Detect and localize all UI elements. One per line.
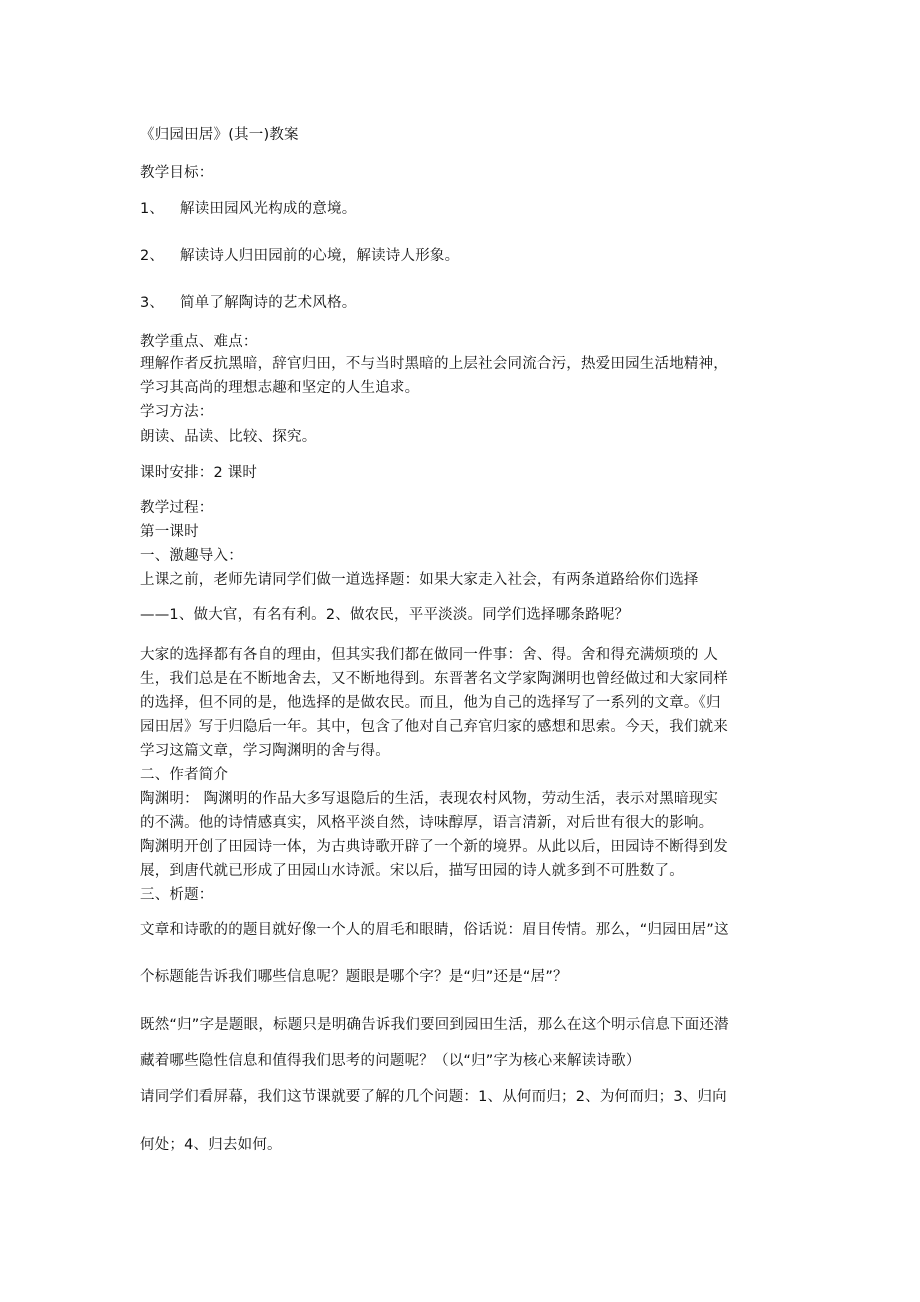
- process-heading: 教学过程：: [140, 500, 214, 516]
- document-title: 《归园田居》(其一)教案: [140, 127, 299, 143]
- key-points-line: 学习其高尚的理想志趣和坚定的人生追求。: [140, 380, 420, 396]
- author-line: 的不满。他的诗情感真实，风格平淡自然，诗味醇厚，语言清新，对后世有很大的影响。: [140, 815, 714, 831]
- objective-text: 解读田园风光构成的意境。: [180, 201, 357, 217]
- analysis-heading: 三、析题：: [140, 887, 214, 903]
- objective-item: [140, 292, 356, 314]
- methods-text: 朗读、品读、比较、探究。: [140, 429, 317, 445]
- analysis-line: 请同学们看屏幕，我们这节课就要了解的几个问题：1、从何而归；2、为何而归；3、归向: [140, 1089, 727, 1105]
- objective-text: 简单了解陶诗的艺术风格。: [180, 295, 357, 311]
- analysis-line: 个标题能告诉我们哪些信息呢？题眼是哪个字？是“归”还是“居”？: [140, 969, 568, 985]
- key-points-heading: 教学重点、难点：: [140, 334, 258, 350]
- analysis-line: 文章和诗歌的的题目就好像一个人的眉毛和眼睛，俗话说：眉目传情。那么，“归园田居”这: [140, 922, 729, 938]
- lesson-one-heading: 第一课时: [140, 524, 199, 540]
- author-heading: 二、作者简介: [140, 767, 229, 783]
- objective-number: 1、: [140, 201, 165, 217]
- intro-paragraph-line: 园田居》写于归隐后一年。其中，包含了他对自己弃官归家的感想和思索。今天，我们就来: [140, 719, 728, 735]
- schedule-text: 课时安排：2 课时: [140, 465, 258, 481]
- objective-number: 2、: [140, 248, 165, 264]
- methods-heading: 学习方法：: [140, 404, 214, 420]
- analysis-line: 既然“归”字是题眼，标题只是明确告诉我们要回到园田生活，那么在这个明示信息下面还潜: [140, 1017, 729, 1033]
- author-line: 展，到唐代就已形成了田园山水诗派。宋以后，描写田园的诗人就多到不可胜数了。: [140, 863, 684, 879]
- intro-line: ——1、做大官，有名有利。2、做农民，平平淡淡。同学们选择哪条路呢？: [140, 607, 630, 623]
- objective-item: [140, 245, 459, 267]
- author-line: 陶渊明： 陶渊明的作品大多写退隐后的生活，表现农村风物，劳动生活，表示对黑暗现实: [140, 791, 719, 807]
- analysis-line: 藏着哪些隐性信息和值得我们思考的问题呢？（以“归”字为核心来解读诗歌）: [140, 1053, 641, 1069]
- author-line: 陶渊明开创了田园诗一体，为古典诗歌开辟了一个新的境界。从此以后，田园诗不断得到发: [140, 839, 728, 855]
- intro-heading: 一、激趣导入：: [140, 548, 243, 564]
- objective-item: [140, 198, 356, 220]
- intro-line: 上课之前，老师先请同学们做一道选择题：如果大家走入社会，有两条道路给你们选择: [140, 572, 699, 588]
- objective-number: 3、: [140, 295, 165, 311]
- intro-paragraph-line: 生，我们总是在不断地舍去，又不断地得到。东晋著名文学家陶渊明也曾经做过和大家同样: [140, 671, 728, 687]
- key-points-line: 理解作者反抗黑暗，辞官归田，不与当时黑暗的上层社会同流合污，热爱田园生活地精神，: [140, 356, 728, 372]
- intro-paragraph-line: 大家的选择都有各自的理由，但其实我们都在做同一件事：舍、得。舍和得充满烦琐的 人: [140, 647, 719, 663]
- objective-text: 解读诗人归田园前的心境，解读诗人形象。: [180, 248, 460, 264]
- intro-paragraph-line: 的选择，但不同的是，他选择的是做农民。而且，他为自己的选择写了一系列的文章。《归: [140, 695, 721, 711]
- intro-paragraph-line: 学习这篇文章，学习陶渊明的舍与得。: [140, 743, 390, 759]
- analysis-line: 何处；4、归去如何。: [140, 1137, 282, 1153]
- objectives-heading: 教学目标：: [140, 165, 214, 181]
